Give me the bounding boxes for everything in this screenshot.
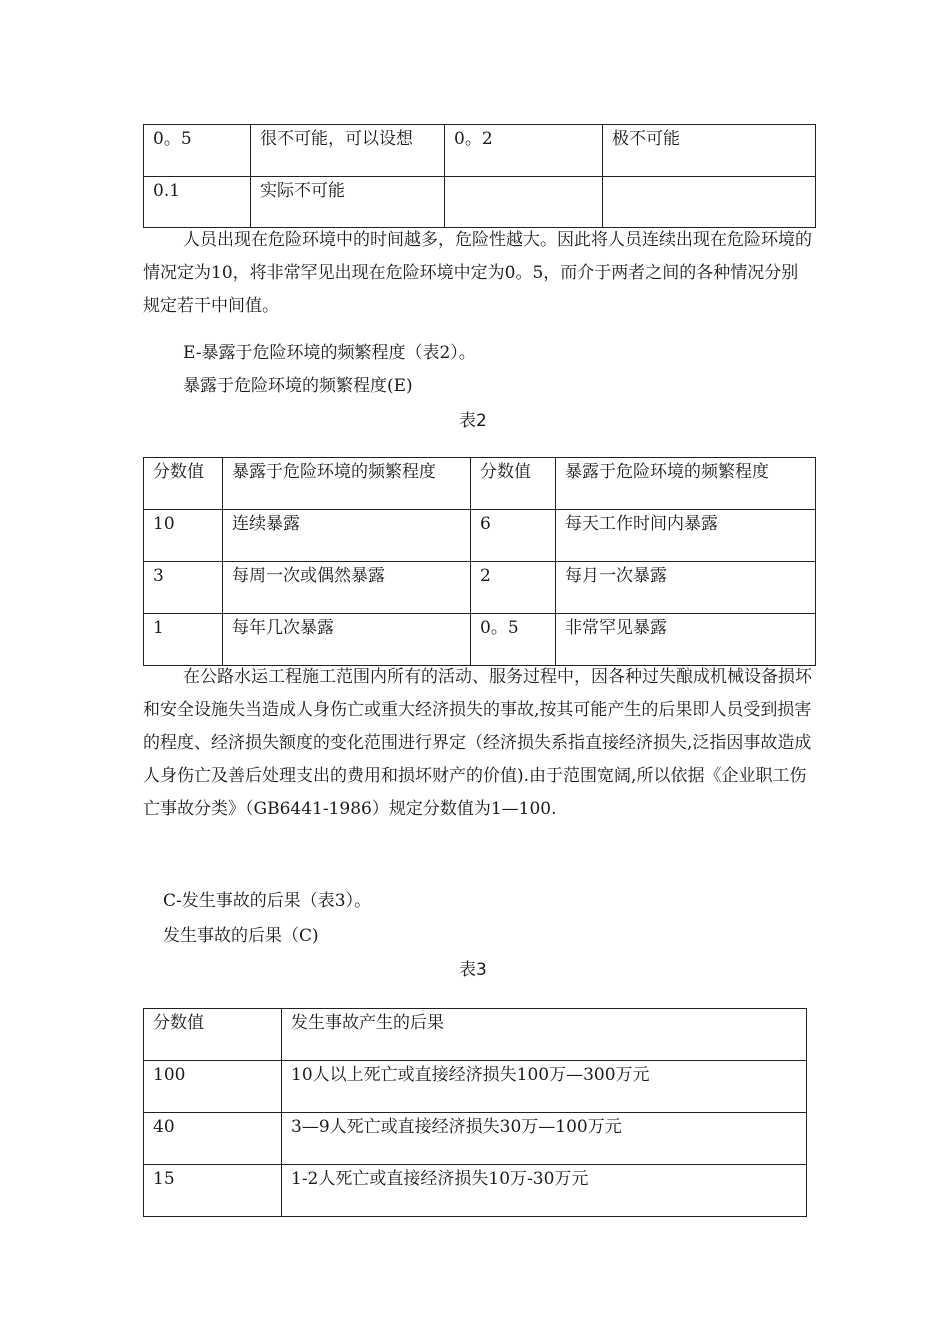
table-2 <box>143 457 816 666</box>
table-cell: 很不可能，可以设想 <box>251 125 445 177</box>
c-heading: C-发生事故的后果（表3）。 <box>163 891 372 911</box>
table-cell: 0.1 <box>144 177 251 228</box>
table-cell: 0。5 <box>144 125 251 177</box>
table-cell: 6 <box>471 510 556 562</box>
table-row <box>144 562 816 614</box>
table-cell: 每周一次或偶然暴露 <box>223 562 471 614</box>
table-cell: 3—9人死亡或直接经济损失30万—100万元 <box>282 1113 807 1165</box>
table-1 <box>143 124 816 228</box>
table-cell: 非常罕见暴露 <box>556 614 816 666</box>
table-cell: 10人以上死亡或直接经济损失100万—300万元 <box>282 1061 807 1113</box>
table-row <box>144 1113 807 1165</box>
c-subtitle: 发生事故的后果（C) <box>163 926 319 946</box>
table-cell: 1 <box>144 614 223 666</box>
table-cell <box>603 177 816 228</box>
table-header-cell: 暴露于危险环境的频繁程度 <box>223 458 471 510</box>
table-3 <box>143 1008 807 1217</box>
table-row <box>144 614 816 666</box>
table-header-cell: 分数值 <box>471 458 556 510</box>
table-header-row <box>144 1009 807 1061</box>
table-cell: 连续暴露 <box>223 510 471 562</box>
table-row <box>144 1165 807 1217</box>
table-3-caption: 表3 <box>459 960 487 980</box>
table-row <box>144 177 816 228</box>
table-cell: 每天工作时间内暴露 <box>556 510 816 562</box>
table-cell: 10 <box>144 510 223 562</box>
e-heading: E-暴露于危险环境的频繁程度（表2）。 <box>183 343 476 363</box>
table-cell: 每年几次暴露 <box>223 614 471 666</box>
table-header-cell: 分数值 <box>144 458 223 510</box>
table-cell: 2 <box>471 562 556 614</box>
table-cell: 0。5 <box>471 614 556 666</box>
table-cell <box>445 177 603 228</box>
table-cell: 100 <box>144 1061 282 1113</box>
table-header-cell: 暴露于危险环境的频繁程度 <box>556 458 816 510</box>
paragraph-consequence: 在公路水运工程施工范围内所有的活动、服务过程中，因各种过失酿成机械设备损坏和安全设施失当造成人身伤亡或重大经济损失的事故,按其可能产生的后果即人员受到损害的程度、经济损失额度的变化范围进行界定（经济损失系指直接经济损失,泛指因事故造成人身伤亡及善后处理支出的费用和损坏财产的价值).由于范围宽阔,所以依据《企业职工伤亡事故分类》（GB6441-1986）规定分数值为1—100. <box>143 667 812 819</box>
table-header-cell: 分数值 <box>144 1009 282 1061</box>
table-row <box>144 1061 807 1113</box>
table-row <box>144 125 816 177</box>
table-cell: 每月一次暴露 <box>556 562 816 614</box>
table-cell: 实际不可能 <box>251 177 445 228</box>
table-2-caption: 表2 <box>459 411 487 431</box>
table-cell: 1-2人死亡或直接经济损失10万-30万元 <box>282 1165 807 1217</box>
paragraph-exposure: 人员出现在危险环境中的时间越多，危险性越大。因此将人员连续出现在危险环境的情况定为10，将非常罕见出现在危险环境中定为0。5，而介于两者之间的各种情况分别规定若干中间值。 <box>143 230 812 316</box>
table-cell: 极不可能 <box>603 125 816 177</box>
e-subtitle: 暴露于危险环境的频繁程度(E) <box>183 376 413 396</box>
table-header-row <box>144 458 816 510</box>
table-cell: 3 <box>144 562 223 614</box>
table-header-cell: 发生事故产生的后果 <box>282 1009 807 1061</box>
table-cell: 0。2 <box>445 125 603 177</box>
table-row <box>144 510 816 562</box>
table-cell: 40 <box>144 1113 282 1165</box>
table-cell: 15 <box>144 1165 282 1217</box>
